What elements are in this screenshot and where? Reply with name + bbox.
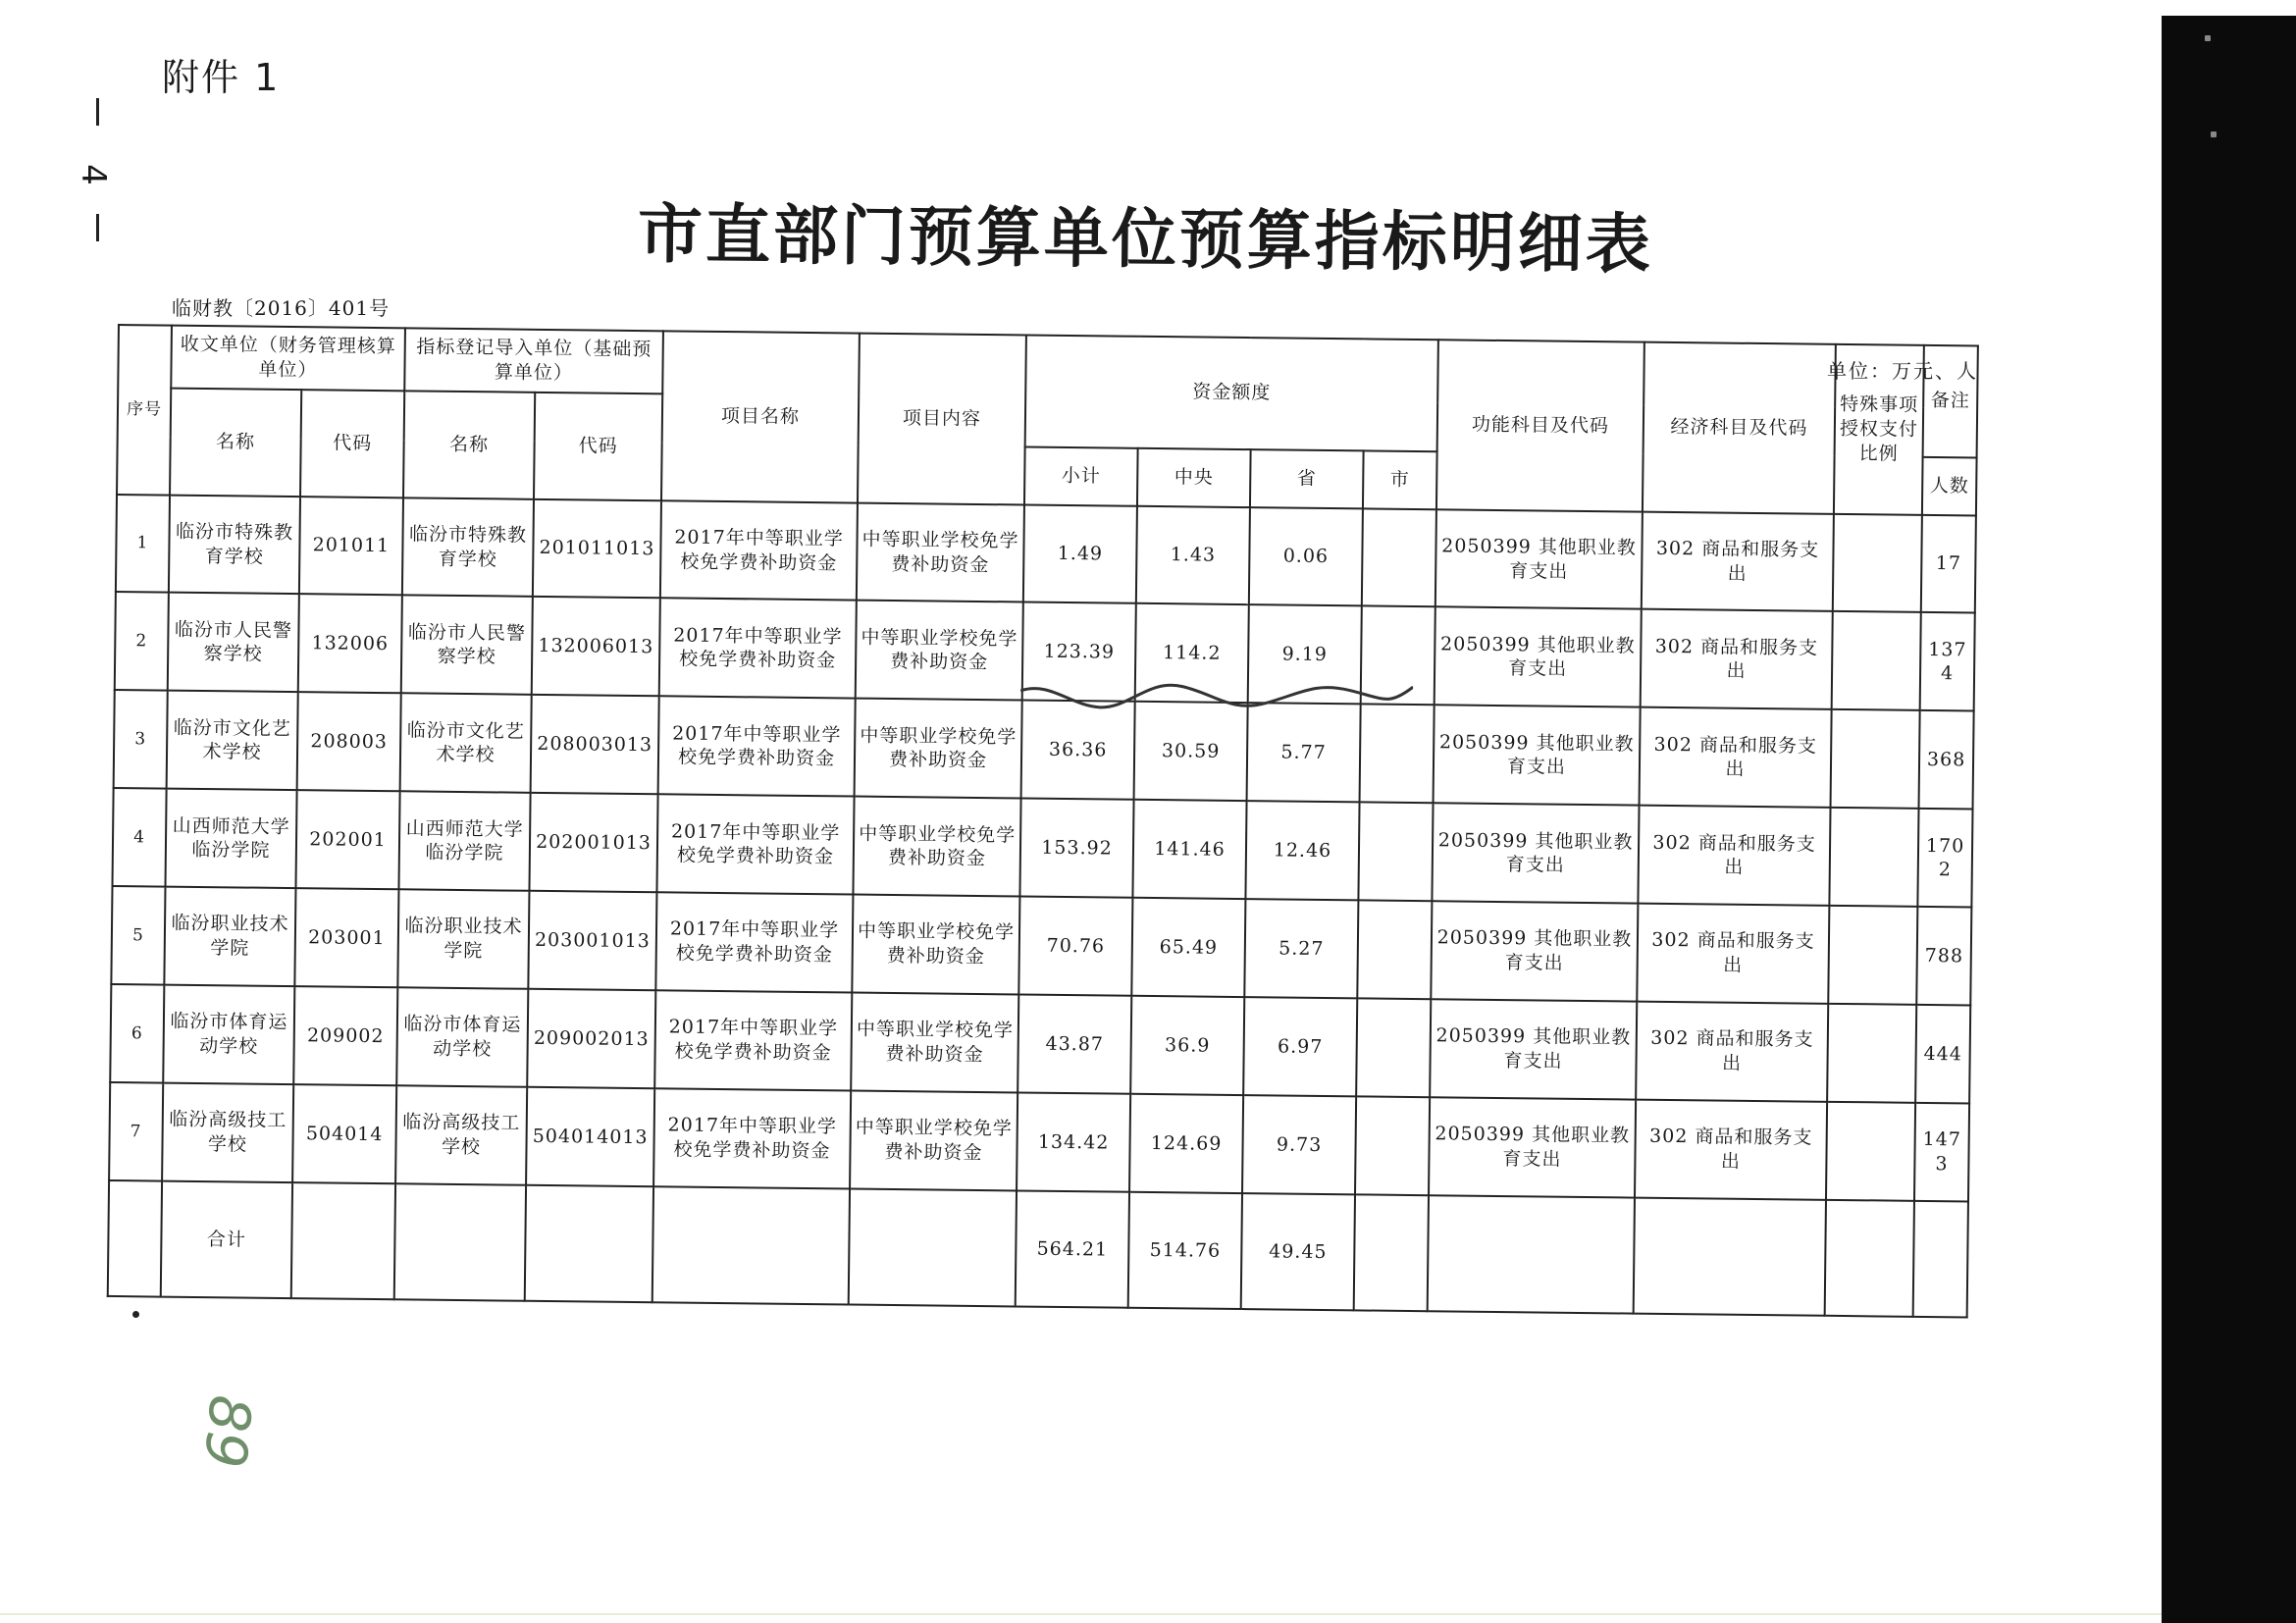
total-project-content	[849, 1188, 1017, 1306]
row-recv-name: 山西师范大学临汾学院	[165, 789, 296, 888]
page-top-edge	[2162, 0, 2296, 16]
row-province: 5.77	[1247, 703, 1361, 802]
row-project-content: 中等职业学校免学费补助资金	[856, 601, 1023, 701]
row-func-subject: 2050399 其他职业教育支出	[1435, 509, 1643, 609]
row-recv-name: 临汾市人民警察学校	[168, 593, 299, 692]
total-subtotal: 564.21	[1016, 1190, 1129, 1307]
row-seq: 1	[116, 495, 170, 594]
row-special	[1826, 1102, 1915, 1201]
row-province: 9.19	[1248, 605, 1362, 705]
total-province: 49.45	[1241, 1193, 1355, 1310]
row-imp-name: 山西师范大学临汾学院	[398, 792, 530, 891]
row-people: 1374	[1920, 612, 1975, 711]
total-recv-code	[291, 1182, 395, 1299]
row-imp-code: 202001013	[529, 793, 657, 892]
row-province: 0.06	[1249, 507, 1363, 606]
row-project-content: 中等职业学校免学费补助资金	[853, 797, 1020, 897]
row-recv-code: 202001	[295, 790, 399, 889]
page-number-marker	[73, 98, 118, 245]
header-imp-name: 名称	[403, 391, 535, 498]
header-special: 特殊事项授权支付比例	[1834, 344, 1924, 515]
row-central: 1.43	[1136, 505, 1250, 604]
header-central: 中央	[1137, 447, 1251, 506]
total-project-name	[652, 1186, 850, 1304]
row-recv-name: 临汾市特殊教育学校	[169, 495, 300, 594]
total-seq	[108, 1180, 162, 1297]
row-seq: 6	[110, 984, 164, 1083]
total-imp-code	[525, 1185, 653, 1303]
row-econ-subject: 302 商品和服务支出	[1635, 1100, 1827, 1200]
header-project-name: 项目名称	[661, 331, 860, 502]
header-project-content: 项目内容	[858, 334, 1026, 504]
row-central: 141.46	[1132, 800, 1246, 899]
row-func-subject: 2050399 其他职业教育支出	[1432, 804, 1639, 904]
header-econ-subject: 经济科目及代码	[1643, 342, 1836, 514]
row-province: 6.97	[1243, 997, 1357, 1096]
scan-shadow-edge	[2162, 16, 2296, 1623]
row-project-name: 2017年中等职业学校免学费补助资金	[655, 892, 853, 992]
row-people: 17	[1921, 514, 1976, 613]
row-econ-subject: 302 商品和服务支出	[1641, 609, 1833, 709]
row-recv-code: 201011	[299, 497, 403, 596]
pen-scribble	[1020, 671, 1414, 724]
row-seq: 4	[112, 788, 166, 887]
budget-table	[107, 324, 1979, 1318]
row-city	[1355, 1096, 1430, 1195]
document-number: 临财教〔2016〕401号	[172, 296, 391, 320]
row-subtotal: 70.76	[1018, 897, 1132, 996]
row-project-name: 2017年中等职业学校免学费补助资金	[659, 599, 857, 699]
row-imp-code: 132006013	[532, 597, 660, 696]
row-imp-name: 临汾职业技术学院	[397, 889, 529, 988]
row-recv-name: 临汾高级技工学校	[162, 1083, 293, 1182]
total-econ-subject	[1634, 1197, 1826, 1315]
row-project-content: 中等职业学校免学费补助资金	[857, 502, 1024, 602]
handwritten-page-mark: 89	[190, 1392, 264, 1471]
row-project-name: 2017年中等职业学校免学费补助资金	[654, 990, 852, 1090]
row-project-content: 中等职业学校免学费补助资金	[851, 993, 1018, 1093]
row-imp-name: 临汾市人民警察学校	[401, 596, 533, 695]
header-subtotal: 小计	[1024, 446, 1138, 505]
header-remark: 备注	[1923, 345, 1978, 457]
row-special	[1833, 513, 1922, 612]
row-city	[1357, 901, 1432, 1000]
row-project-name: 2017年中等职业学校免学费补助资金	[653, 1088, 851, 1188]
header-funds: 资金额度	[1025, 336, 1438, 451]
page-title: 市直部门预算单位预算指标明细表	[637, 195, 1654, 283]
row-imp-name: 临汾市特殊教育学校	[402, 497, 534, 597]
row-imp-code: 201011013	[533, 498, 661, 598]
row-seq: 3	[114, 690, 168, 789]
row-seq: 7	[109, 1082, 163, 1181]
row-func-subject: 2050399 其他职业教育支出	[1435, 607, 1642, 707]
row-recv-code: 208003	[297, 692, 401, 791]
row-seq: 2	[115, 592, 169, 691]
header-import-unit: 指标登记导入单位（基础预算单位）	[404, 328, 663, 393]
row-imp-code: 504014013	[526, 1087, 654, 1186]
total-people	[1913, 1201, 1968, 1318]
row-econ-subject: 302 商品和服务支出	[1638, 806, 1830, 906]
header-imp-code: 代码	[534, 392, 662, 499]
row-func-subject: 2050399 其他职业教育支出	[1429, 1097, 1636, 1197]
page-number: 4	[73, 164, 113, 185]
row-seq: 5	[111, 886, 165, 985]
header-recv-unit: 收文单位（财务管理核算单位）	[171, 326, 405, 391]
total-func-subject	[1428, 1195, 1635, 1313]
row-func-subject: 2050399 其他职业教育支出	[1434, 706, 1641, 806]
row-imp-code: 209002013	[527, 989, 655, 1088]
row-people: 368	[1919, 710, 1974, 810]
row-imp-name: 临汾市文化艺术学校	[400, 694, 532, 793]
row-recv-name: 临汾市文化艺术学校	[167, 691, 298, 790]
row-recv-code: 209002	[293, 986, 397, 1085]
total-imp-name	[394, 1183, 526, 1301]
row-recv-code: 504014	[292, 1084, 396, 1183]
total-city	[1354, 1194, 1429, 1311]
row-project-name: 2017年中等职业学校免学费补助资金	[660, 500, 858, 601]
row-func-subject: 2050399 其他职业教育支出	[1430, 999, 1637, 1099]
header-people: 人数	[1922, 456, 1977, 515]
row-central: 36.9	[1130, 996, 1244, 1095]
header-seq: 序号	[117, 325, 172, 495]
budget-table-container	[107, 324, 1977, 1318]
row-special	[1828, 906, 1917, 1005]
row-special	[1827, 1004, 1916, 1103]
row-special	[1832, 611, 1921, 710]
row-project-content: 中等职业学校免学费补助资金	[850, 1091, 1018, 1191]
row-project-name: 2017年中等职业学校免学费补助资金	[658, 697, 856, 797]
row-project-content: 中等职业学校免学费补助资金	[852, 895, 1019, 995]
row-project-content: 中等职业学校免学费补助资金	[855, 699, 1022, 799]
row-subtotal: 153.92	[1019, 799, 1133, 898]
row-central: 65.49	[1131, 898, 1245, 997]
row-imp-code: 208003013	[531, 695, 659, 794]
row-recv-name: 临汾职业技术学院	[164, 887, 295, 986]
row-econ-subject: 302 商品和服务支出	[1642, 511, 1834, 611]
row-central: 124.69	[1129, 1094, 1243, 1193]
header-func-subject: 功能科目及代码	[1436, 340, 1644, 511]
total-label: 合计	[161, 1180, 292, 1298]
row-imp-code: 203001013	[528, 891, 656, 990]
row-central: 114.2	[1135, 603, 1249, 703]
row-imp-name: 临汾高级技工学校	[395, 1085, 527, 1184]
row-special	[1831, 709, 1920, 809]
row-recv-name: 临汾市体育运动学校	[163, 985, 294, 1084]
row-econ-subject: 302 商品和服务支出	[1636, 1002, 1828, 1102]
header-recv-code: 代码	[300, 390, 404, 497]
row-func-subject: 2050399 其他职业教育支出	[1431, 901, 1638, 1001]
row-province: 12.46	[1245, 801, 1359, 900]
row-city	[1358, 803, 1433, 902]
total-row	[108, 1180, 1968, 1318]
row-city	[1356, 998, 1431, 1097]
row-project-name: 2017年中等职业学校免学费补助资金	[656, 795, 854, 895]
row-province: 9.73	[1242, 1095, 1356, 1194]
row-recv-code: 203001	[294, 888, 398, 987]
row-econ-subject: 302 商品和服务支出	[1637, 904, 1829, 1004]
row-city	[1362, 508, 1436, 607]
row-econ-subject: 302 商品和服务支出	[1640, 707, 1832, 808]
row-province: 5.27	[1244, 899, 1358, 998]
header-recv-name: 名称	[170, 388, 301, 496]
row-people: 788	[1916, 907, 1971, 1006]
row-central: 30.59	[1134, 702, 1248, 801]
row-imp-name: 临汾市体育运动学校	[396, 987, 528, 1086]
header-province: 省	[1250, 449, 1364, 508]
row-people: 1473	[1914, 1103, 1969, 1202]
row-subtotal: 1.49	[1023, 504, 1137, 603]
page-bottom-edge	[0, 1613, 2162, 1615]
total-special	[1825, 1200, 1914, 1317]
total-central: 514.76	[1128, 1192, 1242, 1309]
row-subtotal: 36.36	[1021, 701, 1135, 800]
row-subtotal: 134.42	[1017, 1092, 1130, 1191]
row-recv-code: 132006	[298, 595, 402, 694]
attachment-label: 附件 1	[162, 56, 281, 99]
scan-dot	[132, 1311, 139, 1318]
row-people: 444	[1915, 1005, 1970, 1104]
header-city: 市	[1363, 450, 1437, 509]
row-special	[1829, 808, 1918, 907]
unit-label: 单位：万元、人	[1827, 359, 1978, 383]
row-people: 1702	[1917, 809, 1972, 908]
row-subtotal: 43.87	[1018, 995, 1131, 1094]
row-subtotal: 123.39	[1022, 602, 1136, 702]
